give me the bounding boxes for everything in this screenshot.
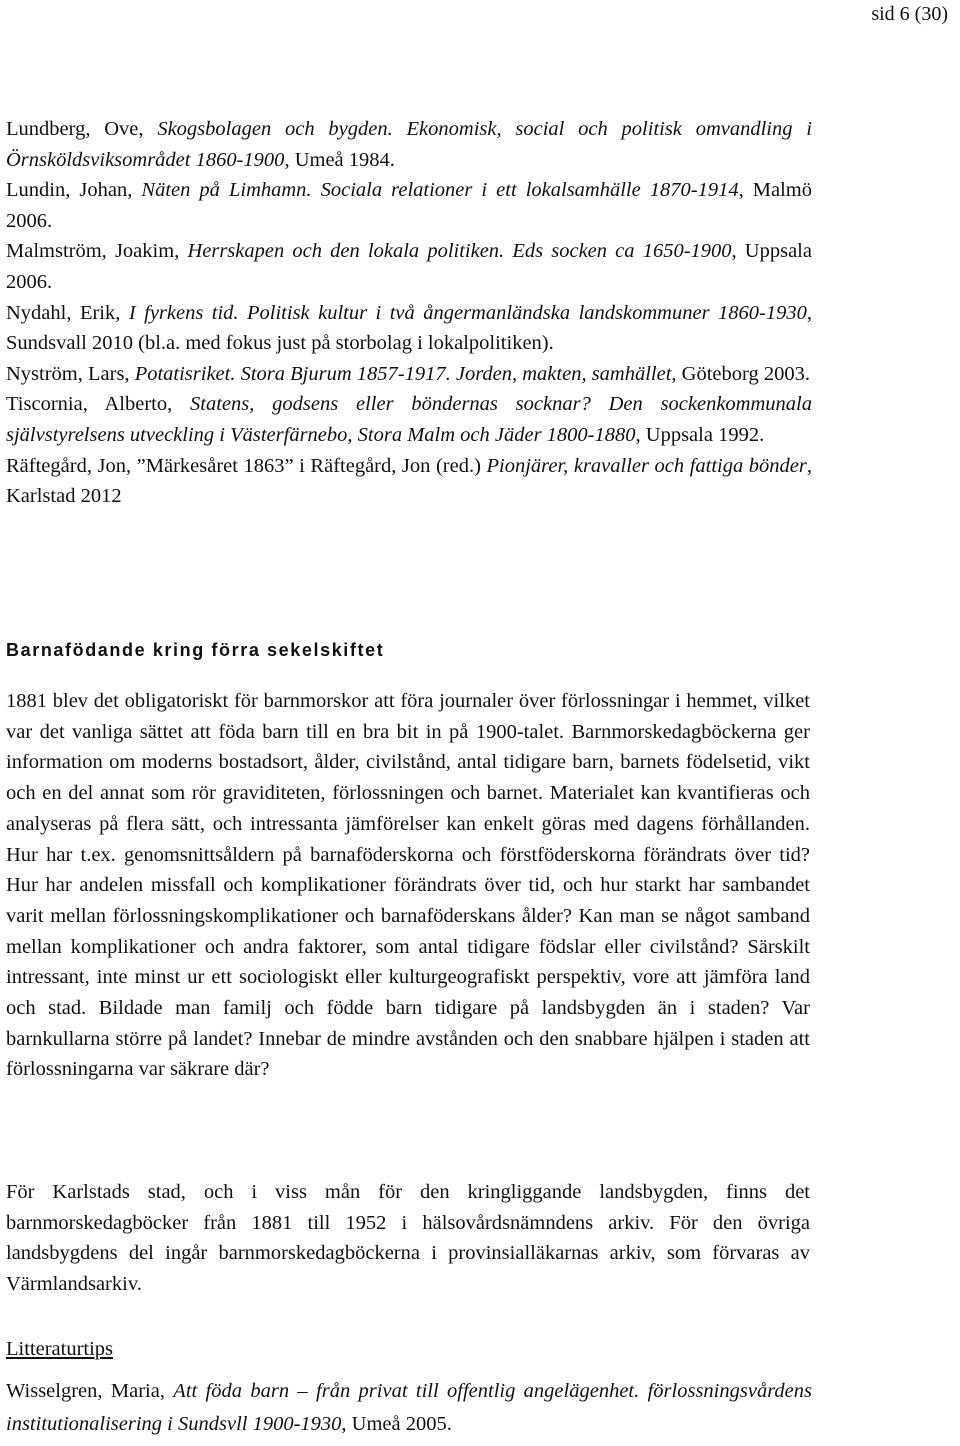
tips-title: Att föda barn – från privat till offentlig angelägenhet. förlossningsvårdens institutionalisering i Sundsvll 1900-1930: [6, 1380, 812, 1435]
tips-author: Wisselgren, Maria,: [6, 1380, 174, 1402]
reference-item: [6, 389, 812, 450]
reference-title: Statens, godsens eller böndernas socknar? Den sockenkommunala självstyrelsens utveckling i Västerfärnebo, Stora Malm och Jäder 1800-1880: [6, 393, 812, 446]
body-paragraph-2: För Karlstads stad, och i viss mån för den kringliggande landsbygden, finns det barnmorskedagböcker från 1881 till 1952 i hälsovårdsnämndens arkiv. För den övriga landsbygdens del ingår barnmorskedagböckerna i provinsialläkarnas arkiv, som förvaras av Värmlandsarkiv.: [6, 1181, 810, 1296]
reference-author: Lundin, Johan,: [6, 179, 142, 202]
reference-title: Potatisriket. Stora Bjurum 1857-1917. Jorden, makten, samhället: [134, 362, 672, 385]
reference-tail: , Karlstad 2012: [6, 454, 812, 508]
body-paragraph-1: 1881 blev det obligatoriskt för barnmorskor att föra journaler över förlossningar i hemmet, vilket var det vanliga sättet att föda barn till en bra bit in på 1900-talet. Barnmorskedagböckerna ger information om moderns bostadsort, ålder, civilstånd, antal tidigare barn, barnets födelsetid, vikt och en del annat som rör graviditeten, förlossningen och barnet. Materialet kan kvantifieras och analyseras på flera sätt, och intressanta jämförelser kan enkelt göras med dagens förhållanden. Hur har t.ex. genomsnittsåldern på barnaföderskorna och förstföderskorna förändrats över tid? Hur har andelen missfall och komplikationer förändrats över tid, och hur starkt har sambandet varit mellan förlossningskomplikationer och barnaföderskans ålder? Kan man se något samband mellan komplikationer och andra faktorer, som antal tidigare födslar eller civilstånd? Särskilt intressant, inte minst ur ett sociologiskt eller kulturgeografiskt perspektiv, vore att jämföra land och stad. Bildade man familj och födde barn tidigare på landsbygden än i staden? Var barnkullarna större på landet? Innebar de mindre avstånden och den snabbare hjälpen i staden att förlossningarna var säkrare där?: [6, 690, 810, 1081]
reference-author: Tiscornia, Alberto,: [6, 393, 191, 416]
reference-title: I fyrkens tid. Politisk kultur i två ångermanländska landskommuner 1860-1930: [128, 301, 807, 324]
reference-title: Skogsbolagen och bygden. Ekonomisk, social och politisk omvandling i Örnsköldsviksområdet 1860-1900: [6, 118, 812, 171]
reference-tail: , Göteborg 2003.: [671, 362, 810, 385]
reference-tail: , Uppsala 2006.: [6, 240, 812, 293]
reference-item: [6, 236, 812, 297]
reference-item: [6, 298, 812, 359]
reference-item: [6, 451, 812, 512]
reference-author: Räftegård, Jon, ”Märkesåret 1863” i Räftegård, Jon (red.): [6, 454, 487, 477]
reference-item: [6, 359, 812, 390]
reference-author: Nydahl, Erik,: [6, 301, 129, 324]
tips-tail: , Umeå 2005.: [341, 1413, 452, 1435]
reference-item: [6, 175, 812, 236]
reference-tail: , Uppsala 1992.: [635, 423, 765, 446]
reference-title: Pionjärer, kravaller och fattiga bönder: [486, 454, 807, 477]
page-number: sid 6 (30): [871, 3, 948, 25]
section-heading: Barnafödande kring förra sekelskiftet: [6, 640, 385, 660]
reference-tail: , Malmö 2006.: [6, 179, 813, 232]
reference-tail: , Umeå 1984.: [284, 148, 395, 171]
literature-tips-heading: Litteraturtips: [6, 1338, 114, 1360]
reference-list: [6, 114, 812, 512]
reference-item: [6, 114, 812, 175]
reference-title: Herrskapen och den lokala politiken. Eds socken ca 1650-1900: [187, 240, 732, 263]
reference-author: Malmström, Joakim,: [6, 240, 188, 263]
reference-title: Näten på Limhamn. Sociala relationer i ett lokalsamhälle 1870-1914: [141, 179, 739, 202]
reference-author: Lundberg, Ove,: [6, 118, 158, 140]
reference-author: Nyström, Lars,: [6, 362, 135, 385]
reference-tail: , Sundsvall 2010 (bl.a. med fokus just på storbolag i lokalpolitiken).: [6, 301, 812, 355]
literature-tips-item: [6, 1375, 812, 1441]
